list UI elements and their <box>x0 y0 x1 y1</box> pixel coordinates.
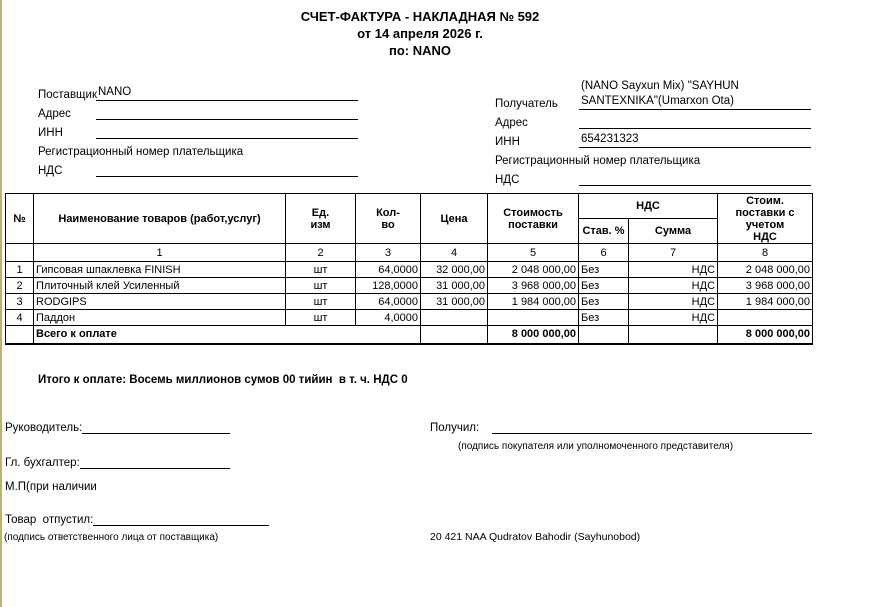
received-note: (подпись покупателя или уполномоченного представителя) <box>458 441 734 452</box>
total-price-empty <box>421 326 488 344</box>
total-cost: 8 000 000,00 <box>488 326 579 344</box>
row4-num: 4 <box>6 310 34 326</box>
document-title: СЧЕТ-ФАКТУРА - НАКЛАДНАЯ № 592 <box>300 9 540 24</box>
row2-qty: 128,0000 <box>356 278 421 294</box>
total-vat-sum-empty <box>629 326 718 344</box>
row4-unit: шт <box>286 310 356 326</box>
header-unit-line1: Ед. <box>311 206 330 219</box>
footer-note: 20 421 NAA Qudratov Bahodir (Sayhunobod) <box>430 531 641 543</box>
released-signature-row <box>5 513 269 526</box>
director-signature-row <box>5 421 230 434</box>
total-with-vat: 8 000 000,00 <box>718 326 813 344</box>
director-label: Руководитель: <box>5 422 83 434</box>
row3-cost: 1 984 000,00 <box>488 294 579 310</box>
row4-cost <box>488 310 579 326</box>
received-signature-row <box>430 421 812 434</box>
row2-num: 2 <box>6 278 34 294</box>
row2-name: Плиточный клей Усиленный <box>34 278 286 294</box>
row4-name: Паддон <box>34 310 286 326</box>
row1-price: 32 000,00 <box>421 262 488 278</box>
row1-qty: 64,0000 <box>356 262 421 278</box>
items-table <box>5 193 813 345</box>
document-title-block <box>0 8 840 59</box>
recipient-vat-field <box>579 171 811 186</box>
row3-vat-rate: Без <box>579 294 629 310</box>
column-numbers-row <box>6 244 813 262</box>
row2-cost: 3 968 000,00 <box>488 278 579 294</box>
released-signature-line <box>93 513 269 526</box>
row3-num: 3 <box>6 294 34 310</box>
table-row <box>6 294 813 310</box>
table-row <box>6 262 813 278</box>
row1-num: 1 <box>6 262 34 278</box>
row1-total: 2 048 000,00 <box>718 262 813 278</box>
header-cost <box>488 194 579 244</box>
row2-price: 31 000,00 <box>421 278 488 294</box>
row4-price <box>421 310 488 326</box>
colnum-3: 3 <box>356 244 421 262</box>
colnum-1: 1 <box>34 244 286 262</box>
supplier-address-field <box>96 105 358 120</box>
header-vat-rate: Став. % <box>579 219 629 244</box>
row1-unit: шт <box>286 262 356 278</box>
recipient-address-field <box>579 114 811 129</box>
accountant-signature-row <box>5 456 230 469</box>
header-num: № <box>6 194 34 244</box>
header-qty-line2: во <box>381 218 395 231</box>
colnum-7: 7 <box>629 244 718 262</box>
header-total-with-vat <box>718 194 813 244</box>
recipient-label: Получатель <box>495 98 558 110</box>
stamp-label: М.П(при наличии <box>5 481 97 493</box>
header-cost-text: Стоимость поставки <box>503 206 563 231</box>
total-vat-rate-empty <box>579 326 629 344</box>
supplier-name-field: NANO <box>96 86 358 101</box>
header-qty <box>356 194 421 244</box>
recipient-vat-label: НДС <box>495 174 520 186</box>
header-vat-group: НДС <box>579 194 718 219</box>
row3-name: RODGIPS <box>34 294 286 310</box>
row4-total <box>718 310 813 326</box>
colnum-2: 2 <box>286 244 356 262</box>
colnum-8: 8 <box>718 244 813 262</box>
colnum-6: 6 <box>579 244 629 262</box>
row2-vat-sum: НДС <box>629 278 718 294</box>
row4-vat-sum: НДС <box>629 310 718 326</box>
row2-vat-rate: Без <box>579 278 629 294</box>
recipient-name-line2: SANTEXNIKA"(Umarxon Ota) <box>579 95 811 110</box>
table-row <box>6 310 813 326</box>
header-unit <box>286 194 356 244</box>
header-qty-line1: Кол- <box>376 206 400 219</box>
row3-qty: 64,0000 <box>356 294 421 310</box>
total-num-empty <box>6 326 34 344</box>
supplier-block <box>38 86 358 181</box>
row1-vat-rate: Без <box>579 262 629 278</box>
colnum-5: 5 <box>488 244 579 262</box>
row3-vat-sum: НДС <box>629 294 718 310</box>
row3-total: 1 984 000,00 <box>718 294 813 310</box>
colnum-4: 4 <box>421 244 488 262</box>
total-label: Всего к оплате <box>34 326 421 344</box>
header-vat-sum: Сумма <box>629 219 718 244</box>
supplier-address-label: Адрес <box>38 108 71 120</box>
director-signature-line <box>82 421 230 434</box>
row1-vat-sum: НДС <box>629 262 718 278</box>
supplier-inn-label: ИНН <box>38 127 63 139</box>
recipient-inn-field: 654231323 <box>579 133 811 148</box>
released-note: (подпись ответственного лица от поставщика) <box>4 532 219 543</box>
row1-name: Гипсовая шпаклевка FINISH <box>34 262 286 278</box>
supplier-inn-field <box>96 124 358 139</box>
recipient-block <box>495 80 811 190</box>
accountant-signature-line <box>80 456 230 469</box>
recipient-address-label: Адрес <box>495 117 528 129</box>
supplier-vat-label: НДС <box>38 165 63 177</box>
table-row <box>6 278 813 294</box>
received-label: Получил: <box>430 422 480 434</box>
supplier-vat-field <box>96 162 358 177</box>
amount-in-words: Итого к оплате: Восемь миллионов сумов 00 тийин в т. ч. НДС 0 <box>38 374 408 386</box>
header-unit-line2: изм <box>310 218 331 231</box>
row2-unit: шт <box>286 278 356 294</box>
received-signature-line <box>492 421 812 434</box>
header-total-with-vat-text: Стоим. поставки с учетом НДС <box>735 194 795 243</box>
row3-unit: шт <box>286 294 356 310</box>
row2-total: 3 968 000,00 <box>718 278 813 294</box>
supplier-label: Поставщик <box>38 89 97 101</box>
total-row <box>6 326 813 344</box>
row3-price: 31 000,00 <box>421 294 488 310</box>
header-name: Наименование товаров (работ,услуг) <box>34 194 286 244</box>
supplier-reg-label: Регистрационный номер плательщика <box>38 146 244 158</box>
document-via: по: NANO <box>388 43 451 58</box>
recipient-reg-label: Регистрационный номер плательщика <box>495 155 701 167</box>
recipient-inn-label: ИНН <box>495 136 520 148</box>
recipient-name-line1: (NANO Sayxun Mix) "SAYHUN <box>581 80 739 92</box>
header-price: Цена <box>421 194 488 244</box>
row1-cost: 2 048 000,00 <box>488 262 579 278</box>
accountant-label: Гл. бухгалтер: <box>5 457 80 469</box>
row4-vat-rate: Без <box>579 310 629 326</box>
row4-qty: 4,0000 <box>356 310 421 326</box>
page-break-guide-line <box>0 0 2 607</box>
document-date: от 14 апреля 2026 г. <box>357 26 483 41</box>
colnum-empty <box>6 244 34 262</box>
released-label: Товар отпустил: <box>5 514 94 526</box>
